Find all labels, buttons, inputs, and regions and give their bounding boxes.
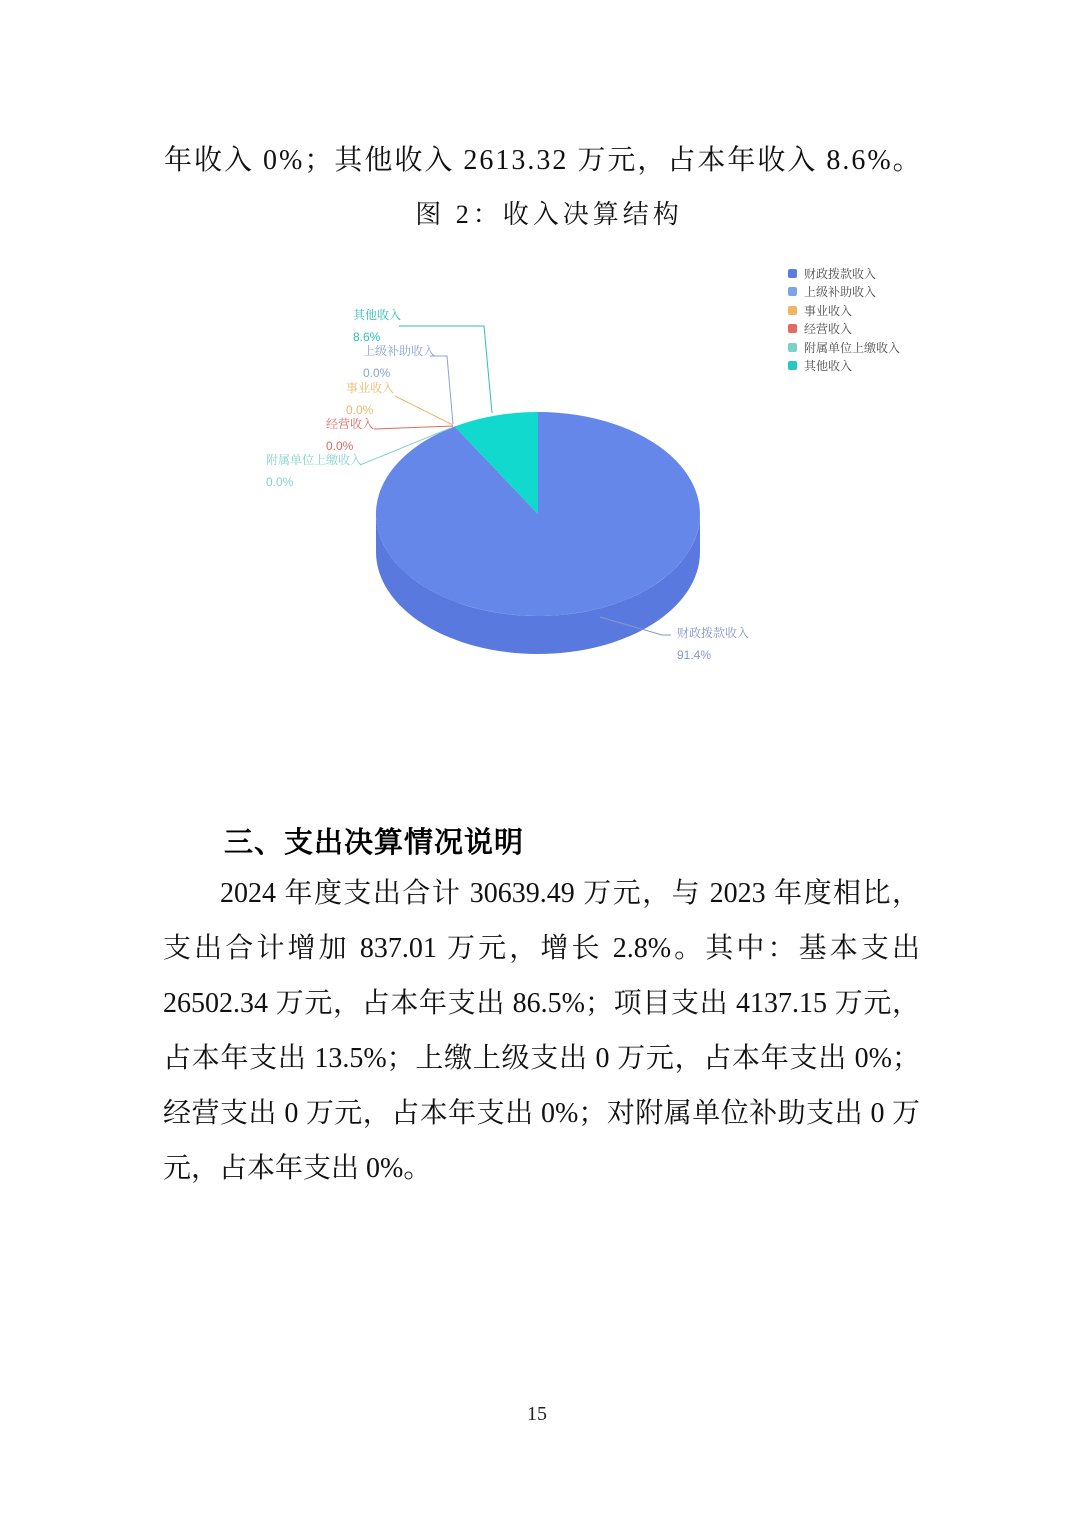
body-paragraph: [163, 866, 920, 1196]
legend-swatch: [788, 306, 797, 315]
pie-slice-label-percent: 0.0%: [326, 439, 354, 453]
page-number: 15: [527, 1403, 547, 1425]
pie-chart-canvas: [0, 240, 1074, 710]
pie-slice-label-percent: 0.0%: [363, 366, 391, 380]
legend-item: [788, 285, 876, 299]
pie-slice-label-name: 其他收入: [353, 308, 402, 322]
legend-label: 上级补助收入: [804, 285, 877, 299]
body-line: 经营支出 0 万元，占本年支出 0%；对附属单位补助支出 0 万: [163, 1098, 920, 1129]
pie-slice-label: [677, 626, 749, 662]
legend-label: 财政拨款收入: [804, 266, 877, 281]
legend-item: [788, 359, 852, 373]
pie-slice-label: [326, 417, 374, 453]
pie-label-leader-line: [395, 396, 453, 425]
pie-slice-label: [353, 308, 401, 344]
body-line: 支出合计增加 837.01 万元，增长 2.8%。其中：基本支出: [163, 933, 920, 964]
pie-slice-label-percent: 0.0%: [266, 475, 294, 489]
pie-label-leader-line: [374, 426, 453, 429]
figure-caption: 图 2：收入决算结构: [415, 200, 683, 229]
income-structure-pie-chart: [0, 240, 1074, 710]
legend-swatch: [788, 287, 797, 296]
legend-item: [788, 303, 852, 317]
pie-slice-label-percent: 91.4%: [677, 648, 712, 662]
pie-slice-label: [346, 381, 394, 417]
legend-swatch: [788, 324, 797, 333]
legend-swatch: [788, 343, 797, 352]
pie-slice-label-percent: 0.0%: [346, 403, 374, 417]
pie-slice-label: [363, 344, 435, 380]
pie-slice-label-percent: 8.6%: [353, 330, 381, 344]
pie-slice-label-name: 事业收入: [346, 381, 395, 395]
body-line: 元，占本年支出 0%。: [163, 1153, 432, 1184]
section-heading: 三、支出决算情况说明: [224, 827, 525, 859]
legend-item: [788, 266, 876, 280]
pie-slice-label-name: 经营收入: [326, 417, 375, 431]
body-line: 2024 年度支出合计 30639.49 万元，与 2023 年度相比，: [220, 878, 920, 909]
legend-swatch: [788, 269, 797, 278]
legend-label: 事业收入: [804, 303, 853, 318]
body-line: 26502.34 万元，占本年支出 86.5%；项目支出 4137.15 万元，: [163, 988, 920, 1019]
body-line: 占本年支出 13.5%；上缴上级支出 0 万元，占本年支出 0%；: [163, 1043, 920, 1074]
pie-slice-label-name: 附属单位上缴收入: [266, 453, 363, 467]
pie-slice-label-name: 财政拨款收入: [677, 626, 750, 640]
pie-slice-label-name: 上级补助收入: [363, 344, 436, 358]
legend-label: 经营收入: [804, 322, 853, 336]
legend-label: 附属单位上缴收入: [804, 340, 901, 355]
legend-item: [788, 322, 852, 336]
legend-swatch: [788, 361, 797, 370]
legend-item: [788, 340, 900, 354]
paragraph-continuation: 年收入 0%；其他收入 2613.32 万元，占本年收入 8.6%。: [164, 145, 923, 176]
legend-label: 其他收入: [804, 359, 853, 373]
pie-slice-label: [266, 453, 362, 489]
